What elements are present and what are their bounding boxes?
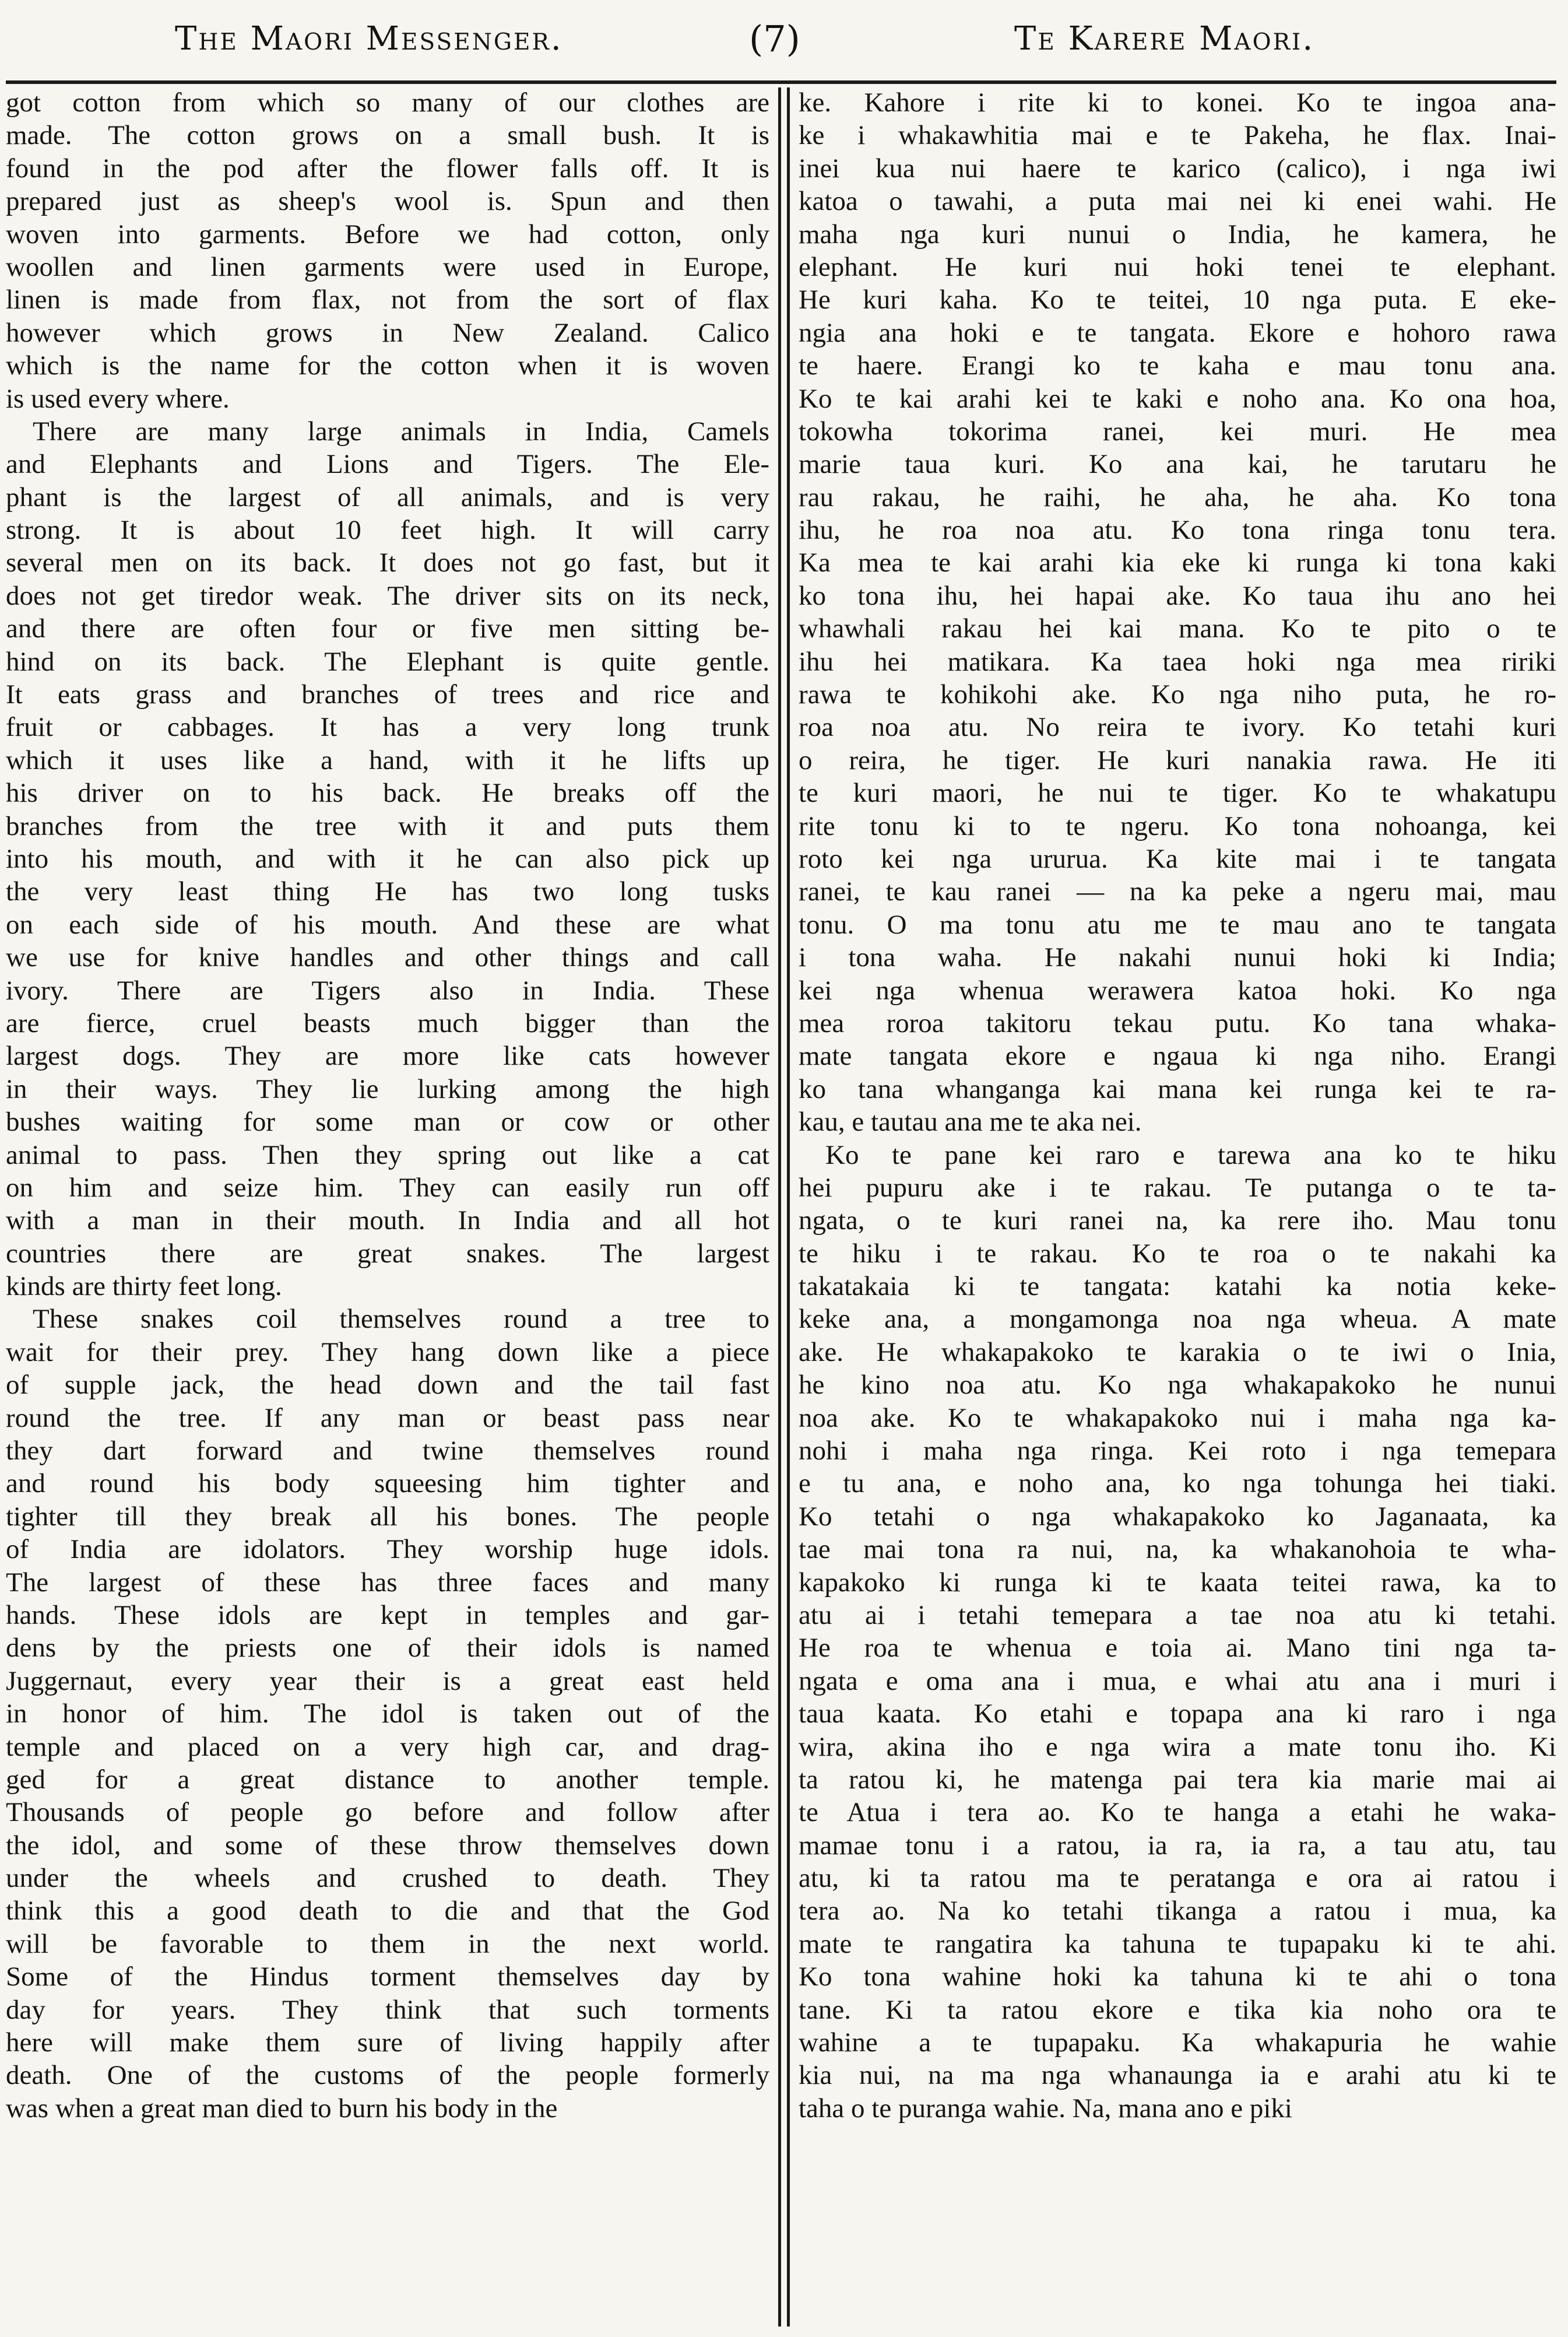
text-line: e tu ana, e noho ana, ko nga tohunga hei tiaki.: [799, 1468, 1556, 1499]
text-line: animal to pass. Then they spring out like a cat: [6, 1139, 769, 1170]
text-line: ivory. There are Tigers also in India. These: [6, 975, 769, 1006]
text-line: inei kua nui haere te karico (calico), i nga iwi: [799, 153, 1556, 184]
text-line: mate tangata ekore e ngaua ki nga niho. Erangi: [799, 1041, 1556, 1072]
text-line: woven into garments. Before we had cotton, only: [6, 219, 769, 250]
text-line: largest dogs. They are more like cats however: [6, 1041, 769, 1072]
text-line: kapakoko ki runga ki te kaata teitei rawa, ka to: [799, 1567, 1556, 1598]
text-line: phant is the largest of all animals, and is very: [6, 482, 769, 513]
text-line: taha o te puranga wahie. Na, mana ano e piki: [799, 2093, 1292, 2124]
text-line: are fierce, cruel beasts much bigger than the: [6, 1008, 769, 1038]
text-line: think this a good death to die and that the God: [6, 1896, 769, 1927]
text-line: wahine a te tupapaku. Ka whakapuria he wahie: [799, 2027, 1556, 2058]
text-line: countries there are great snakes. The largest: [6, 1238, 769, 1269]
text-line: ake. He whakapakoko te karakia o te iwi o Inia,: [799, 1336, 1556, 1367]
text-line: tae mai tona ra nui, na, ka whakanohoia te wha-: [799, 1534, 1556, 1565]
header-rule: [6, 80, 1556, 84]
text-line: atu, ki ta ratou ma te peratanga e ora ai ratou i: [799, 1863, 1556, 1894]
text-line: rite tonu ki to te ngeru. Ko tona nohoanga, kei: [799, 810, 1556, 841]
text-line: rawa te kohikohi ake. Ko nga niho puta, he ro-: [799, 679, 1556, 710]
text-line: ranei, te kau ranei — na ka peke a ngeru mai, mau: [799, 876, 1556, 907]
column-divider: [778, 87, 781, 2327]
english-column: [6, 86, 769, 2331]
text-line: noa ake. Ko te whakapakoko nui i maha nga ka-: [799, 1402, 1556, 1433]
text-line: on each side of his mouth. And these are what: [6, 909, 769, 940]
text-line: ngata, o te kuri ranei na, ka rere iho. Mau tonu: [799, 1205, 1556, 1236]
text-line: on him and seize him. They can easily run off: [6, 1172, 769, 1203]
text-line: keke ana, a mongamonga noa nga wheua. A mate: [799, 1304, 1556, 1335]
text-line: He kuri kaha. Ko te teitei, 10 nga puta. E eke-: [799, 285, 1556, 315]
text-line: roa noa atu. No reira te ivory. Ko tetahi kuri: [799, 712, 1556, 743]
text-line: wait for their prey. They hang down like a piece: [6, 1336, 769, 1367]
column-divider: [787, 87, 790, 2327]
text-line: These snakes coil themselves round a tree to: [33, 1304, 769, 1335]
text-line: Ko te pane kei raro e tarewa ana ko te hiku: [825, 1139, 1556, 1170]
text-line: of India are idolators. They worship huge idols.: [6, 1534, 769, 1565]
maori-column: [799, 86, 1556, 2331]
text-line: into his mouth, and with it he can also pick up: [6, 843, 769, 874]
text-line: tera ao. Na ko tetahi tikanga a ratou i mua, ka: [799, 1896, 1556, 1927]
text-line: bushes waiting for some man or cow or other: [6, 1107, 769, 1138]
text-line: nohi i maha nga ringa. Kei roto i nga temepara: [799, 1436, 1556, 1466]
text-line: fruit or cabbages. It has a very long trunk: [6, 712, 769, 743]
text-line: kinds are thirty feet long.: [6, 1271, 282, 1302]
text-line: ngia ana hoki e te tangata. Ekore e hohoro rawa: [799, 317, 1556, 348]
text-line: in honor of him. The idol is taken out of the: [6, 1699, 769, 1729]
text-line: Some of the Hindus torment themselves day by: [6, 1961, 769, 1992]
text-line: and Elephants and Lions and Tigers. The Ele-: [6, 449, 769, 480]
text-line: with a man in their mouth. In India and all hot: [6, 1205, 769, 1236]
text-line: roto kei nga ururua. Ka kite mai i te tangata: [799, 843, 1556, 874]
text-line: He roa te whenua e toia ai. Mano tini nga ta-: [799, 1633, 1556, 1664]
text-line: he kino noa atu. Ko nga whakapakoko he nunui: [799, 1370, 1556, 1401]
text-line: kia nui, na ma nga whanaunga ia e arahi atu ki te: [799, 2060, 1556, 2091]
text-line: woollen and linen garments were used in Europe,: [6, 251, 769, 282]
text-line: mamae tonu i a ratou, ia ra, ia ra, a tau atu, tau: [799, 1830, 1556, 1861]
text-line: o reira, he tiger. He kuri nanakia rawa. He iti: [799, 745, 1556, 776]
text-line: here will make them sure of living happily after: [6, 2027, 769, 2058]
text-line: ke i whakawhitia mai e te Pakeha, he flax. Inai-: [799, 120, 1556, 151]
text-line: linen is made from flax, not from the sort of flax: [6, 285, 769, 315]
text-line: is used every where.: [6, 383, 230, 414]
text-line: mea roroa takitoru tekau putu. Ko tana whaka-: [799, 1008, 1556, 1038]
text-line: whawhali rakau hei kai mana. Ko te pito o te: [799, 613, 1556, 644]
text-line: ged for a great distance to another temple.: [6, 1764, 769, 1795]
text-line: elephant. He kuri nui hoki tenei te elephant.: [799, 251, 1556, 282]
text-line: Ko tona wahine hoki ka tahuna ki te ahi o tona: [799, 1961, 1556, 1992]
text-line: the idol, and some of these throw themselves down: [6, 1830, 769, 1861]
text-line: and there are often four or five men sitting be-: [6, 613, 769, 644]
text-line: ke. Kahore i rite ki to konei. Ko te ingoa ana-: [799, 87, 1556, 118]
text-line: was when a great man died to burn his body in the: [6, 2093, 558, 2124]
text-line: we use for knive handles and other things and call: [6, 942, 769, 973]
text-line: strong. It is about 10 feet high. It will carry: [6, 515, 769, 546]
text-line: dens by the priests one of their idols is named: [6, 1633, 769, 1664]
text-line: made. The cotton grows on a small bush. It is: [6, 120, 769, 151]
english-title: The Maori Messenger.: [175, 20, 563, 58]
text-line: te hiku i te rakau. Ko te roa o te nakahi ka: [799, 1238, 1556, 1269]
text-line: taua kaata. Ko etahi e topapa ana ki raro i nga: [799, 1699, 1556, 1729]
text-line: ko tana whanganga kai mana kei runga kei te ra-: [799, 1073, 1556, 1104]
text-line: mate te rangatira ka tahuna te tupapaku ki te ahi.: [799, 1928, 1556, 1959]
text-line: Thousands of people go before and follow after: [6, 1797, 769, 1828]
text-line: in their ways. They lie lurking among the high: [6, 1073, 769, 1104]
text-line: te kuri maori, he nui te tiger. Ko te whakatupu: [799, 778, 1556, 809]
text-line: got cotton from which so many of our clothes are: [6, 87, 769, 118]
text-line: found in the pod after the flower falls off. It is: [6, 153, 769, 184]
text-line: which it uses like a hand, with it he lifts up: [6, 745, 769, 776]
text-line: will be favorable to them in the next world.: [6, 1928, 769, 1959]
text-line: atu ai i tetahi temepara a tae noa atu ki tetahi.: [799, 1599, 1556, 1630]
text-line: however which grows in New Zealand. Calico: [6, 317, 769, 348]
text-line: wira, akina iho e nga wira a mate tonu iho. Ki: [799, 1731, 1556, 1762]
text-line: several men on its back. It does not go fast, but it: [6, 548, 769, 578]
text-line: prepared just as sheep's wool is. Spun and then: [6, 186, 769, 217]
text-line: and round his body squeesing him tighter and: [6, 1468, 769, 1499]
text-line: te haere. Erangi ko te kaha e mau tonu ana.: [799, 350, 1556, 381]
text-line: round the tree. If any man or beast pass near: [6, 1402, 769, 1433]
text-line: tighter till they break all his bones. The people: [6, 1501, 769, 1532]
text-line: marie taua kuri. Ko ana kai, he tarutaru he: [799, 449, 1556, 480]
text-line: katoa o tawahi, a puta mai nei ki enei wahi. He: [799, 186, 1556, 217]
text-line: kei nga whenua werawera katoa hoki. Ko nga: [799, 975, 1556, 1006]
text-line: ko tona ihu, hei hapai ake. Ko taua ihu ano hei: [799, 580, 1556, 611]
text-line: temple and placed on a very high car, and drag-: [6, 1731, 769, 1762]
text-line: his driver on to his back. He breaks off the: [6, 778, 769, 809]
text-line: Ka mea te kai arahi kia eke ki runga ki tona kaki: [799, 548, 1556, 578]
text-line: Juggernaut, every year their is a great east held: [6, 1665, 769, 1696]
maori-title: Te Karere Maori.: [1014, 20, 1315, 58]
text-line: under the wheels and crushed to death. They: [6, 1863, 769, 1894]
text-line: It eats grass and branches of trees and rice and: [6, 679, 769, 710]
text-line: The largest of these has three faces and many: [6, 1567, 769, 1598]
text-line: takatakaia ki te tangata: katahi ka notia keke-: [799, 1271, 1556, 1302]
text-line: maha nga kuri nunui o India, he kamera, he: [799, 219, 1556, 250]
text-line: which is the name for the cotton when it is woven: [6, 350, 769, 381]
text-line: the very least thing He has two long tusks: [6, 876, 769, 907]
text-line: of supple jack, the head down and the tail fast: [6, 1370, 769, 1401]
text-line: tokowha tokorima ranei, kei muri. He mea: [799, 416, 1556, 447]
page-number: (7): [749, 17, 800, 60]
text-line: branches from the tree with it and puts them: [6, 810, 769, 841]
text-line: does not get tiredor weak. The driver sits on its neck,: [6, 580, 769, 611]
text-line: hands. These idols are kept in temples and gar-: [6, 1599, 769, 1630]
text-line: kau, e tautau ana me te aka nei.: [799, 1107, 1142, 1138]
text-line: hind on its back. The Elephant is quite gentle.: [6, 646, 769, 677]
text-line: death. One of the customs of the people formerly: [6, 2060, 769, 2091]
text-line: rau rakau, he raihi, he aha, he aha. Ko tona: [799, 482, 1556, 513]
text-line: they dart forward and twine themselves round: [6, 1436, 769, 1466]
text-line: Ko te kai arahi kei te kaki e noho ana. Ko ona hoa,: [799, 383, 1556, 414]
text-line: Ko tetahi o nga whakapakoko ko Jaganaata, ka: [799, 1501, 1556, 1532]
text-line: ta ratou ki, he matenga pai tera kia marie mai ai: [799, 1764, 1556, 1795]
text-line: i tona waha. He nakahi nunui hoki ki India;: [799, 942, 1556, 973]
page-header: [0, 0, 1568, 70]
text-line: ihu hei matikara. Ka taea hoki nga mea ririki: [799, 646, 1556, 677]
text-line: day for years. They think that such torments: [6, 1994, 769, 2025]
text-line: tane. Ki ta ratou ekore e tika kia noho ora te: [799, 1994, 1556, 2025]
text-line: hei pupuru ake i te rakau. Te putanga o te ta-: [799, 1172, 1556, 1203]
text-line: There are many large animals in India, Camels: [33, 416, 769, 447]
text-line: te Atua i tera ao. Ko te hanga a etahi he waka-: [799, 1797, 1556, 1828]
text-line: tonu. O ma tonu atu me te mau ano te tangata: [799, 909, 1556, 940]
text-line: ihu, he roa noa atu. Ko tona ringa tonu tera.: [799, 515, 1556, 546]
text-line: ngata e oma ana i mua, e whai atu ana i muri i: [799, 1665, 1556, 1696]
